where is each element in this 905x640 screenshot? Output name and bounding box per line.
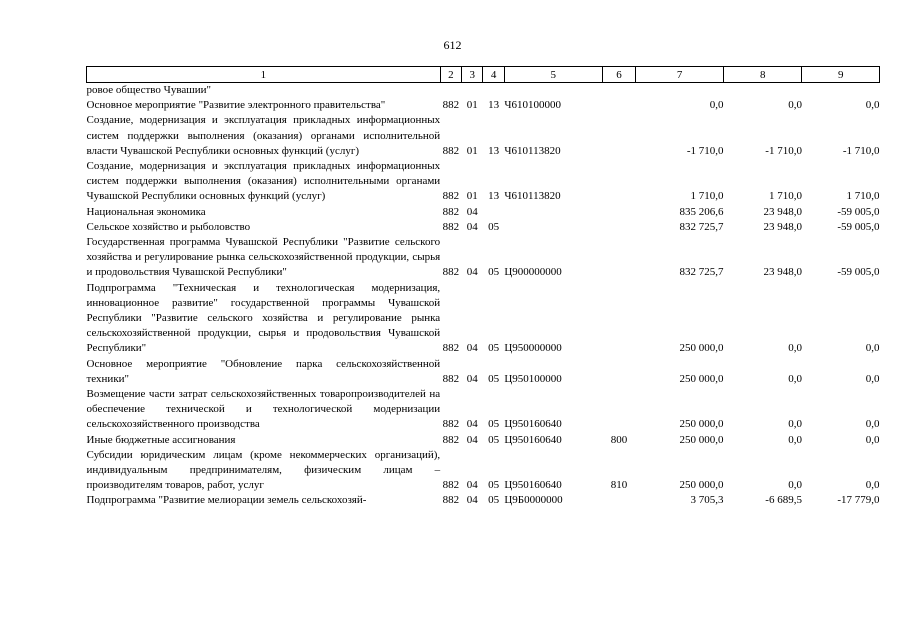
column-header: 5 xyxy=(504,67,602,83)
target-article: Ц900000000 xyxy=(504,266,562,279)
table-row xyxy=(87,387,880,433)
subsection-code: 13 xyxy=(488,190,500,203)
subsection-code xyxy=(483,83,504,99)
amount-col8: 23 948,0 xyxy=(763,205,802,218)
target-article xyxy=(504,220,602,235)
section-code: 04 xyxy=(466,266,478,279)
column-header: 3 xyxy=(462,67,483,83)
ministry-code: 882 xyxy=(442,372,460,385)
target-article: Ц950160640 xyxy=(504,433,562,446)
amount-col9: 0,0 xyxy=(865,433,880,446)
ministry-code: 882 xyxy=(442,479,460,492)
section-code xyxy=(462,83,483,99)
target-article: Ц950100000 xyxy=(504,372,562,385)
amount-col8: 0,0 xyxy=(788,372,802,385)
expense-type xyxy=(602,220,636,235)
item-name: Национальная экономика xyxy=(86,205,206,218)
amount-col9: -59 005,0 xyxy=(837,266,880,279)
expense-type: 810 xyxy=(610,479,628,492)
subsection-code: 05 xyxy=(488,479,500,492)
amount-col7: 250 000,0 xyxy=(679,433,724,446)
subsection-code: 13 xyxy=(488,99,500,112)
target-article: Ч610100000 xyxy=(504,99,562,112)
expense-type xyxy=(602,281,636,357)
amount-col8: 23 948,0 xyxy=(763,266,802,279)
subsection-code: 05 xyxy=(488,372,500,385)
amount-col9: 0,0 xyxy=(865,372,880,385)
expense-type xyxy=(602,357,636,387)
column-header: 6 xyxy=(602,67,636,83)
item-name: Подпрограмма "Техническая и технологическая модернизация, инновационное развитие" государственной программы Чувашской Республики "Развитие сельского хозяйства и регулирование рынка сельскохозяйственной продукции, сырья и продовольствия Чувашской Республики" xyxy=(86,281,441,355)
expense-type xyxy=(602,493,636,508)
target-article: Ч610113820 xyxy=(504,190,561,203)
subsection-code xyxy=(483,205,504,220)
subsection-code: 05 xyxy=(488,494,500,507)
subsection-code: 05 xyxy=(488,433,500,446)
target-article: Ц9Б0000000 xyxy=(504,494,563,507)
ministry-code: 882 xyxy=(442,205,460,218)
amount-col9: 0,0 xyxy=(865,99,880,112)
item-name: Сельское хозяйство и рыболовство xyxy=(86,220,251,233)
amount-col7: 0,0 xyxy=(709,99,724,112)
amount-col7: 250 000,0 xyxy=(679,418,724,431)
amount-col7: -1 710,0 xyxy=(686,144,724,157)
table-row xyxy=(87,83,880,99)
item-name: Основное мероприятие "Развитие электронного правительства" xyxy=(86,99,386,112)
section-code: 04 xyxy=(466,433,478,446)
item-name: Создание, модернизация и эксплуатация прикладных информационных систем поддержки выполнения (оказания) органами исполнительной власти Чувашской Республики основных функций (услуг) xyxy=(86,114,441,157)
column-header: 8 xyxy=(723,67,801,83)
table-row xyxy=(87,433,880,448)
section-code: 04 xyxy=(466,372,478,385)
target-article: Ц950000000 xyxy=(504,342,562,355)
amount-col9: -1 710,0 xyxy=(842,144,880,157)
section-code: 01 xyxy=(466,99,478,112)
target-article: Ц950160640 xyxy=(504,418,562,431)
amount-col8: 1 710,0 xyxy=(768,190,802,203)
amount-col7 xyxy=(636,83,724,99)
table-row xyxy=(87,113,880,159)
amount-col7: 250 000,0 xyxy=(679,479,724,492)
amount-col7: 250 000,0 xyxy=(679,342,724,355)
amount-col8: -1 710,0 xyxy=(765,144,802,157)
section-code: 04 xyxy=(466,418,478,431)
target-article: Ц950160640 xyxy=(504,479,562,492)
expense-type xyxy=(602,235,636,281)
expense-type xyxy=(602,113,636,159)
amount-col8: 0,0 xyxy=(788,433,802,446)
item-name: Создание, модернизация и эксплуатация прикладных информационных систем поддержки выполнения (оказания) исполнительными органами Чувашской Республики основных функций (услуг) xyxy=(86,160,441,203)
table-header-row xyxy=(87,67,880,83)
ministry-code: 882 xyxy=(442,99,460,112)
section-code: 04 xyxy=(466,494,478,507)
ministry-code: 882 xyxy=(442,494,460,507)
item-name: Субсидии юридическим лицам (кроме некоммерческих организаций), индивидуальным предпринимателям, физическим лицам – производителям товаров, работ, услуг xyxy=(86,448,441,492)
expense-type xyxy=(602,83,636,99)
amount-col7: 832 725,7 xyxy=(679,266,724,279)
amount-col8: 23 948,0 xyxy=(763,220,802,233)
section-code: 01 xyxy=(466,144,478,157)
table-row xyxy=(87,448,880,494)
item-name: ровое общество Чувашии" xyxy=(86,84,211,96)
column-header: 2 xyxy=(440,67,461,83)
section-code: 04 xyxy=(466,479,478,492)
expense-type: 800 xyxy=(610,433,628,446)
table-row xyxy=(87,357,880,387)
table-row xyxy=(87,281,880,357)
amount-col7: 1 710,0 xyxy=(690,190,724,203)
amount-col8: 0,0 xyxy=(788,479,802,492)
ministry-code: 882 xyxy=(442,266,460,279)
expense-type xyxy=(602,205,636,220)
table-row xyxy=(87,235,880,281)
table-row xyxy=(87,220,880,235)
item-name: Иные бюджетные ассигнования xyxy=(86,433,236,446)
ministry-code: 882 xyxy=(442,220,460,233)
subsection-code: 05 xyxy=(488,266,500,279)
column-header: 4 xyxy=(483,67,504,83)
subsection-code: 05 xyxy=(488,342,500,355)
amount-col9: -59 005,0 xyxy=(837,205,880,218)
column-header: 9 xyxy=(802,67,880,83)
ministry-code: 882 xyxy=(442,342,460,355)
expense-type xyxy=(602,387,636,433)
target-article xyxy=(504,205,602,220)
amount-col7: 832 725,7 xyxy=(679,220,724,233)
amount-col8: 0,0 xyxy=(788,99,802,112)
budget-table xyxy=(86,66,880,509)
amount-col8: 0,0 xyxy=(788,418,802,431)
amount-col8: 0,0 xyxy=(788,342,802,355)
amount-col9: 0,0 xyxy=(865,418,880,431)
target-article xyxy=(504,83,602,99)
ministry-code: 882 xyxy=(442,433,460,446)
amount-col7: 250 000,0 xyxy=(679,372,724,385)
section-code: 01 xyxy=(466,190,478,203)
subsection-code: 05 xyxy=(488,220,500,233)
section-code: 04 xyxy=(466,220,478,233)
column-header: 1 xyxy=(87,67,441,83)
table-row xyxy=(87,205,880,220)
amount-col9: -17 779,0 xyxy=(837,494,880,507)
column-header: 7 xyxy=(636,67,724,83)
expense-type xyxy=(602,159,636,205)
amount-col7: 3 705,3 xyxy=(690,494,724,507)
expense-type xyxy=(602,98,636,113)
table-row xyxy=(87,493,880,508)
page-number: 612 xyxy=(443,38,462,52)
ministry-code xyxy=(440,83,461,99)
subsection-code: 13 xyxy=(488,144,500,157)
table-row xyxy=(87,98,880,113)
amount-col9: -59 005,0 xyxy=(837,220,880,233)
amount-col8 xyxy=(723,83,801,99)
item-name: Возмещение части затрат сельскохозяйственных товаропроизводителей на обеспечение технической и технологической модернизации сельскохозяйственного производства xyxy=(86,388,441,431)
section-code: 04 xyxy=(466,205,478,218)
amount-col9: 1 710,0 xyxy=(846,190,880,203)
item-name: Подпрограмма "Развитие мелиорации земель сельскохозяй- xyxy=(86,494,367,507)
amount-col7: 835 206,6 xyxy=(679,205,724,218)
item-name: Государственная программа Чувашской Республики "Развитие сельского хозяйства и регулирование рынка сельскохозяйственной продукции, сырья и продовольствия Чувашской Республики" xyxy=(86,236,441,279)
amount-col9: 0,0 xyxy=(865,479,880,492)
amount-col8: -6 689,5 xyxy=(765,494,802,507)
subsection-code: 05 xyxy=(488,418,500,431)
section-code: 04 xyxy=(466,342,478,355)
target-article: Ч610113820 xyxy=(504,144,561,157)
ministry-code: 882 xyxy=(442,190,460,203)
item-name: Основное мероприятие "Обновление парка сельскохозяйственной техники" xyxy=(86,357,441,385)
table-row xyxy=(87,159,880,205)
amount-col9 xyxy=(802,83,880,99)
ministry-code: 882 xyxy=(442,418,460,431)
amount-col9: 0,0 xyxy=(865,342,880,355)
ministry-code: 882 xyxy=(442,144,460,157)
